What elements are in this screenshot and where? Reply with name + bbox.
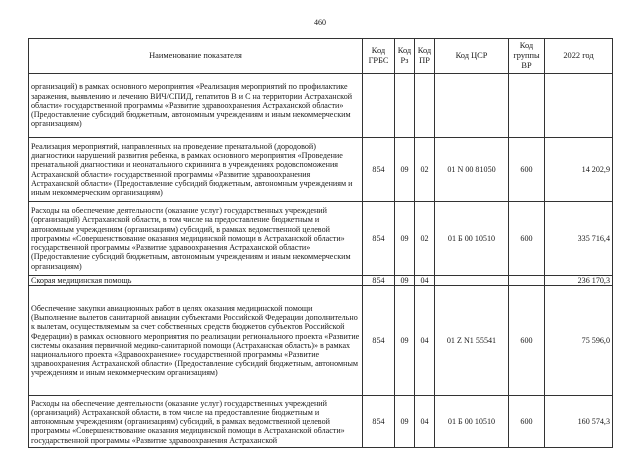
row-name: Реализация мероприятий, направленных на проведение пренатальной (дородовой) диагностики нарушений развития ребенка, в рамках основного мероприятия «Проведение пренатальной диагностики и неонатального скрининга в учреждениях родовспоможения Астраханской области» государственной программы «Развитие здравоохранения Астраханской области» (Предоставление субсидий бюджетным, автономным учреждениям и иным некоммерческим организациям) — [29, 138, 363, 202]
row-grbs: 854 — [363, 286, 395, 396]
row-pr: 04 — [415, 396, 435, 448]
table-row — [29, 396, 613, 448]
row-csr: 01 Б 00 10510 — [435, 396, 509, 448]
row-grbs: 854 — [363, 396, 395, 448]
row-amount: 14 202,9 — [545, 138, 613, 202]
table-row — [29, 286, 613, 396]
row-rz: 09 — [395, 138, 415, 202]
row-pr: 02 — [415, 138, 435, 202]
row-name: Скорая медицинская помощь — [29, 276, 363, 286]
header-vr: Код группы ВР — [509, 39, 545, 74]
row-vr: 600 — [509, 202, 545, 276]
page-number: 460 — [314, 18, 326, 27]
header-rz: Код Рз — [395, 39, 415, 74]
row-csr — [435, 74, 509, 138]
header-name: Наименование показателя — [29, 39, 363, 74]
row-pr: 04 — [415, 276, 435, 286]
header-pr: Код ПР — [415, 39, 435, 74]
row-csr: 01 N 00 81050 — [435, 138, 509, 202]
row-grbs: 854 — [363, 276, 395, 286]
row-amount: 75 596,0 — [545, 286, 613, 396]
table-row — [29, 202, 613, 276]
row-csr: 01 Z N1 55541 — [435, 286, 509, 396]
table-row — [29, 74, 613, 138]
row-amount: 236 170,3 — [545, 276, 613, 286]
row-amount: 335 716,4 — [545, 202, 613, 276]
budget-table — [28, 38, 613, 448]
table-row — [29, 276, 613, 286]
row-rz: 09 — [395, 396, 415, 448]
row-grbs: 854 — [363, 138, 395, 202]
header-year: 2022 год — [545, 39, 613, 74]
row-vr: 600 — [509, 286, 545, 396]
row-amount: 160 574,3 — [545, 396, 613, 448]
row-amount — [545, 74, 613, 138]
row-vr — [509, 74, 545, 138]
row-rz: 09 — [395, 286, 415, 396]
row-vr — [509, 276, 545, 286]
row-pr — [415, 74, 435, 138]
row-name: Расходы на обеспечение деятельности (оказание услуг) государственных учреждений (организаций) Астраханской области, в том числе на предоставление бюджетным и автономным учреждениям (организациям) субсидий, в рамках ведомственной целевой программы «Совершенствование оказания медицинской помощи в Астраханской области» государственной программы «Развитие здравоохранения Астраханской области» (Предоставление субсидий бюджетным, автономным учреждениям и иным некоммерческим организациям) — [29, 202, 363, 276]
row-name: Расходы на обеспечение деятельности (оказание услуг) государственных учреждений (организаций) Астраханской области, в том числе на предоставление бюджетным и автономным учреждениям (организациям) субсидий, в рамках ведомственной целевой программы «Совершенствование оказания медицинской помощи в Астраханской области» государственной программы «Развитие здравоохранения Астраханской — [29, 396, 363, 448]
row-grbs — [363, 74, 395, 138]
row-csr — [435, 276, 509, 286]
row-rz: 09 — [395, 202, 415, 276]
row-rz: 09 — [395, 276, 415, 286]
row-rz — [395, 74, 415, 138]
row-name: Обеспечение закупки авиационных работ в целях оказания медицинской помощи (Выполнение вылетов санитарной авиации субъектами Российской Федерации дополнительно к вылетам, осуществляемым за счет собственных средств бюджетов субъектов Российской Федерации) в рамках основного мероприятия по реализации регионального проекта «Развитие системы оказания первичной медико-санитарной помощи (Астраханская область)» в рамках национального проекта «Здравоохранение» государственной программы «Развитие здравоохранения Астраханской области» (Предоставление субсидий бюджетным, автономным учреждениям и иным некоммерческим организациям) — [29, 286, 363, 396]
row-grbs: 854 — [363, 202, 395, 276]
row-pr: 04 — [415, 286, 435, 396]
table-row — [29, 138, 613, 202]
row-csr: 01 Б 00 10510 — [435, 202, 509, 276]
row-vr: 600 — [509, 138, 545, 202]
table-header-row — [29, 39, 613, 74]
header-grbs: Код ГРБС — [363, 39, 395, 74]
header-csr: Код ЦСР — [435, 39, 509, 74]
row-pr: 02 — [415, 202, 435, 276]
row-name: организаций) в рамках основного мероприятия «Реализация мероприятий по профилактике заражения, выявлению и лечению ВИЧ/СПИД, гепатитов В и С на территории Астраханской области» государственной программы «Развитие здравоохранения Астраханской области» (Предоставление субсидий бюджетным, автономным учреждениям и иным некоммерческим организациям) — [29, 74, 363, 138]
row-vr: 600 — [509, 396, 545, 448]
